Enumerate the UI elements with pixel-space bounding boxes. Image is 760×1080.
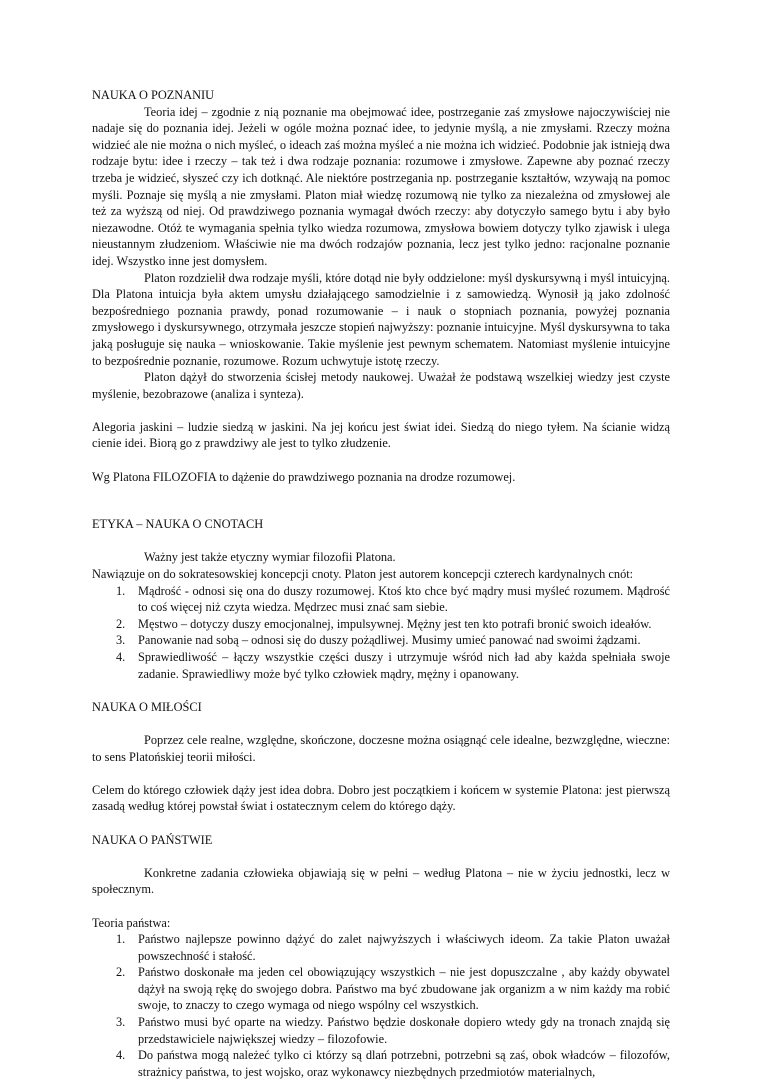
paragraph-alegoria: Alegoria jaskini – ludzie siedzą w jaskini. Na jej końcu jest świat idei. Siedzą do niego tyłem. Na ścianie widzą cienie idei. Biorą go z prawdziwy ale jest to tylko złudzenie.	[92, 419, 670, 451]
paragraph: Platon rozdzielił dwa rodzaje myśli, które dotąd nie były oddzielone: myśl dyskursywną i myśl intuicyjną. Dla Platona intuicja była aktem umysłu działającego samodzielnie i z samowiedzą. Wynosił ją jako zdolność bezpośredniego poznania prawdy, ponad rozumowanie – i nauk o stopniach poznania, powyżej poznania zmysłowego i dyskursywnego, otrzymała jeszcze stopień najwyższy: poznanie intuicyjne. Myśl dyskursywna to taka jaką posługuje się nauka – wnioskowanie. Takie myślenie jest pewnym schematem. Natomiast myślenie intuicyjne to bezpośrednie poznanie, rozumowe. Rozum uchwytuje istotę rzeczy.	[92, 270, 670, 368]
list-number: 1.	[116, 583, 126, 598]
paragraph: Teoria idej – zgodnie z nią poznanie ma obejmować idee, postrzeganie zaś zmysłowe najoczywiściej nie nadaje się do poznania idej. Jeżeli w ogóle można poznać idee, to jedynie myślą, a nie zmysłami. Rzeczy można widzieć ale nie można o nich myśleć, o ideach zaś można myśleć a nie można ich widzieć. Podobnie jak istnieją dwa rodzaje bytu: idee i rzeczy – tak też i dwa rodzaje poznania: rozumowe i zmysłowe. Zapewne aby poznać rzeczy trzeba je widzieć, słyszeć czy ich dotknąć. Ale niektóre postrzegania np. postrzeganie kształtów, wzywają na pomoc myśli. Poznaje się myślą a nie zmysłami. Platon miał wiedzę rozumową nie tylko za niezależna od zmysłowej ale też za wyższą od niej. Od prawdziwego poznania wymagał dwóch rzeczy: aby dotyczyło samego bytu i aby było niezawodne. Otóż te wymagania spełnia tylko wiedza rozumowa, zmysłowa bowiem dotyczy tylko zjawisk i ulega nieustannym złudzeniom. Właściwie nie ma dwóch rodzajów poznania, lecz jest tylko jedno: racjonalne poznanie idej. Wszystko inne jest domysłem.	[92, 104, 670, 268]
list-number: 4.	[116, 650, 126, 664]
list-item	[92, 964, 670, 1014]
section-title-poznanie: NAUKA O POZNANIU	[92, 88, 215, 102]
list-number: 1.	[116, 932, 126, 947]
paragraph: Poprzez cele realne, względne, skończone, doczesne można osiągnąć cele idealne, bezwzględne, wieczne: to sens Platońskiej teorii miłości.	[92, 732, 670, 764]
section-title-milosc: NAUKA O MIŁOŚCI	[92, 699, 202, 714]
list-item	[92, 583, 670, 616]
list-item-text: Państwo doskonałe ma jeden cel obowiązujący wszystkich – nie jest dopuszczalne , aby każdy obywatel dążył na swoją rękę do swojego dobra. Państwo ma być zbudowane jak organizm a w nim każdy ma robić swoje, to znaczy to czego wymaga od niego wspólny cel wszystkich.	[138, 965, 670, 1013]
list-item-text: Mądrość - odnosi się ona do duszy rozumowej. Ktoś kto chce być mądry musi myśleć rozumem. Mądrość to coś więcej niż czyta wiedza. Mędrzec musi znać sam siebie.	[138, 583, 670, 615]
subtitle-teoria: Teoria państwa:	[92, 915, 171, 930]
spacer	[92, 402, 670, 419]
list-item-text: Do państwa mogą należeć tylko ci którzy są dlań potrzebni, potrzebni są zaś, obok władców – filozofów, strażnicy państwa, to jest wojsko, oraz wykonawcy niezbędnych przedmiotów materialnych,	[138, 1048, 670, 1079]
list-item-text: Panowanie nad sobą – odnosi się do duszy pożądliwej. Musimy umieć panować nad swoimi żądzami.	[138, 633, 641, 648]
paragraph: Konkretne zadania człowieka objawiają się w pełni – według Platona – nie w życiu jednostki, lecz w społecznym.	[92, 865, 670, 897]
spacer	[92, 533, 670, 550]
paragraph: Celem do którego człowiek dąży jest idea dobra. Dobro jest początkiem i końcem w systemie Platona: jest pierwszą zasadą według której powstał świat i ostatecznym celem do którego dąży.	[92, 782, 670, 814]
spacer	[92, 898, 670, 915]
list-item	[92, 931, 670, 964]
spacer	[92, 848, 670, 865]
list-item	[92, 649, 670, 682]
list-item	[92, 1014, 670, 1047]
list-number: 3.	[116, 1015, 126, 1030]
list-number: 2.	[116, 616, 126, 631]
paragraph: Platon dążył do stworzenia ścisłej metody naukowej. Uważał że podstawą wszelkiej wiedzy jest czyste myślenie, bezobrazowe (analiza i synteza).	[92, 370, 670, 401]
paragraph: Ważny jest także etyczny wymiar filozofii Platona.	[144, 550, 396, 565]
list-item-text: Męstwo – dotyczy duszy emocjonalnej, impulsywnej. Mężny jest ten kto potrafi bronić swoich ideałów.	[138, 616, 652, 631]
list-item	[92, 616, 670, 633]
virtues-list	[92, 583, 670, 683]
list-number: 2.	[116, 965, 126, 980]
list-item-text: Państwo musi być oparte na wiedzy. Państwo będzie doskonałe dopiero wtedy gdy na tronach znajdą się przedstawiciele największej wiedzy – filozofowie.	[138, 1015, 670, 1046]
list-item-text: Państwo najlepsze powinno dążyć do zalet najwyższych i właściwych ideom. Za takie Platon uważał powszechność i stałość.	[138, 932, 670, 963]
spacer	[92, 682, 670, 699]
list-number: 3.	[116, 633, 126, 648]
list-item	[92, 632, 670, 649]
spacer	[92, 715, 670, 732]
document-page	[92, 87, 670, 1080]
paragraph-filozofia: Wg Platona FILOZOFIA to dążenie do prawdziwego poznania na drodze rozumowej.	[92, 469, 516, 484]
list-item	[92, 1047, 670, 1080]
list-number: 4.	[116, 1048, 126, 1063]
spacer	[92, 815, 670, 832]
list-item-text: Sprawiedliwość – łączy wszystkie części duszy i utrzymuje wśród nich ład aby każda spełniała swoje zadanie. Sprawiedliwy może być tylko człowiek mądry, mężny i opanowany.	[138, 650, 670, 681]
section-title-panstwo: NAUKA O PAŃSTWIE	[92, 832, 213, 847]
section-title-etyka: ETYKA – NAUKA O CNOTACH	[92, 517, 264, 532]
state-theory-list	[92, 931, 670, 1080]
paragraph: Nawiązuje on do sokratesowskiej koncepcji cnoty. Platon jest autorem koncepcji czterech kardynalnych cnót:	[92, 567, 634, 582]
spacer	[92, 765, 670, 782]
spacer	[92, 452, 670, 469]
spacer	[92, 485, 670, 516]
